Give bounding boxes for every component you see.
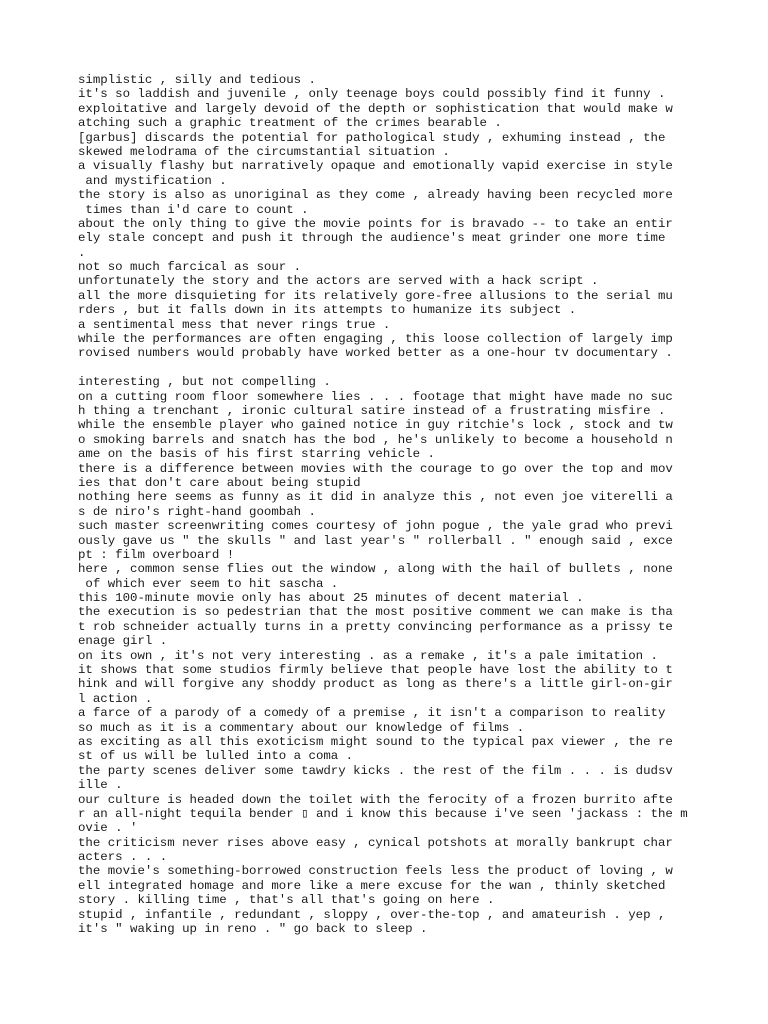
text-line: the movie's something-borrowed construction feels less the product of loving , w: [78, 864, 673, 879]
text-line: on its own , it's not very interesting . as a remake , it's a pale imitation .: [78, 648, 658, 663]
text-line: simplistic , silly and tedious .: [78, 73, 316, 87]
text-line: interesting , but not compelling .: [78, 375, 331, 390]
text-line: enage girl .: [78, 634, 168, 649]
text-line: atching such a graphic treatment of the crimes bearable .: [78, 116, 502, 131]
text-line: ille .: [78, 778, 123, 793]
text-line: here , common sense flies out the window , along with the hail of bullets , none: [78, 562, 673, 577]
text-line: ell integrated homage and more like a mere excuse for the wan , thinly sketched: [78, 878, 666, 893]
text-line: the story is also as unoriginal as they come , already having been recycled more: [78, 188, 673, 203]
text-line: it's so laddish and juvenile , only teenage boys could possibly find it funny .: [78, 87, 666, 102]
text-line: r an all-night tequila bender ▯ and i know this because i've seen 'jackass : the m: [78, 806, 688, 821]
text-line: while the ensemble player who gained notice in guy ritchie's lock , stock and tw: [78, 418, 673, 433]
text-line: ies that don't care about being stupid: [78, 475, 361, 490]
text-line: ovie . ': [78, 821, 138, 836]
text-line: the execution is so pedestrian that the most positive comment we can make is tha: [78, 605, 673, 620]
text-line: o smoking barrels and snatch has the bod , he's unlikely to become a household n: [78, 432, 673, 447]
text-line: s de niro's right-hand goombah .: [78, 504, 316, 519]
text-line: h thing a trenchant , ironic cultural satire instead of a frustrating misfire .: [78, 403, 666, 418]
text-line: exploitative and largely devoid of the depth or sophistication that would make w: [78, 101, 673, 116]
text-line: the party scenes deliver some tawdry kicks . the rest of the film . . . is dudsv: [78, 763, 673, 778]
text-line: rovised numbers would probably have worked better as a one-hour tv documentary .: [78, 346, 673, 361]
text-line: there is a difference between movies with the courage to go over the top and mov: [78, 461, 673, 476]
text-line: hink and will forgive any shoddy product as long as there's a little girl-on-gir: [78, 677, 673, 692]
text-line: ely stale concept and push it through the audience's meat grinder one more time: [78, 231, 666, 246]
text-line: nothing here seems as funny as it did in analyze this , not even joe viterelli a: [78, 490, 673, 505]
text-line: so much as it is a commentary about our knowledge of films .: [78, 720, 525, 735]
text-line: skewed melodrama of the circumstantial situation .: [78, 144, 450, 159]
text-line: pt : film overboard !: [78, 547, 235, 562]
text-line: our culture is headed down the toilet with the ferocity of a frozen burrito afte: [78, 792, 673, 807]
text-line: .: [78, 245, 86, 260]
text-line: a visually flashy but narratively opaque and emotionally vapid exercise in style: [78, 159, 673, 174]
text-line: ously gave us " the skulls " and last year's " rollerball . " enough said , exce: [78, 533, 673, 548]
text-line: of which ever seem to hit sascha .: [78, 576, 339, 591]
text-line: unfortunately the story and the actors are served with a hack script .: [78, 274, 599, 289]
document-text: [78, 73, 758, 936]
text-line: st of us will be lulled into a coma .: [78, 749, 354, 764]
text-line: about the only thing to give the movie points for is bravado -- to take an entir: [78, 216, 673, 231]
text-line: story . killing time , that's all that's going on here .: [78, 893, 495, 908]
text-line: times than i'd care to count .: [78, 202, 309, 217]
text-line: a sentimental mess that never rings true .: [78, 317, 391, 332]
text-line: this 100-minute movie only has about 25 minutes of decent material .: [78, 591, 584, 606]
text-line: such master screenwriting comes courtesy of john pogue , the yale grad who previ: [78, 519, 673, 534]
text-line: on a cutting room floor somewhere lies . . . footage that might have made no suc: [78, 389, 673, 404]
text-line: ame on the basis of his first starring vehicle .: [78, 447, 435, 462]
text-line: [78, 361, 758, 375]
text-line: and mystification .: [78, 173, 227, 188]
text-line: stupid , infantile , redundant , sloppy , over-the-top , and amateurish . yep ,: [78, 907, 666, 922]
text-line: a farce of a parody of a comedy of a premise , it isn't a comparison to reality: [78, 706, 666, 721]
text-line: l action .: [78, 691, 153, 706]
text-line: while the performances are often engaging , this loose collection of largely imp: [78, 332, 673, 347]
text-line: [garbus] discards the potential for pathological study , exhuming instead , the: [78, 130, 666, 145]
text-line: as exciting as all this exoticism might sound to the typical pax viewer , the re: [78, 734, 673, 749]
text-line: the criticism never rises above easy , cynical potshots at morally bankrupt char: [78, 835, 673, 850]
text-line: rders , but it falls down in its attempts to humanize its subject .: [78, 303, 577, 318]
text-line: it shows that some studios firmly believe that people have lost the ability to t: [78, 663, 673, 678]
text-line: t rob schneider actually turns in a pretty convincing performance as a prissy te: [78, 619, 673, 634]
text-line: it's " waking up in reno . " go back to sleep .: [78, 922, 428, 937]
text-line: acters . . .: [78, 850, 168, 865]
text-line: all the more disquieting for its relatively gore-free allusions to the serial mu: [78, 288, 673, 303]
text-line: not so much farcical as sour .: [78, 260, 302, 275]
